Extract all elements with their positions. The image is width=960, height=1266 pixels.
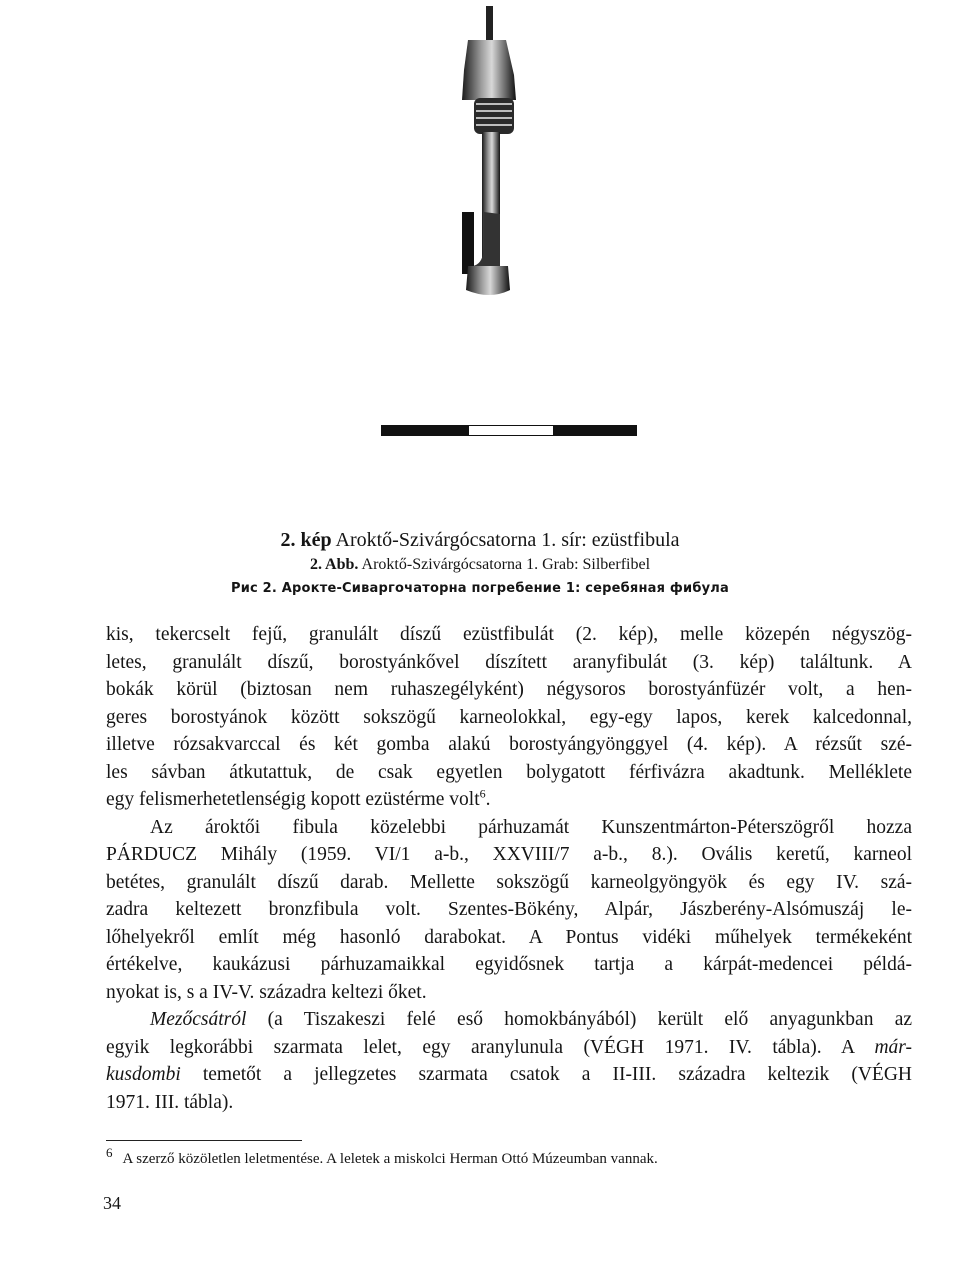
scale-bar	[381, 425, 637, 436]
body-text	[106, 621, 912, 1116]
body-line: kis, tekercselt fejű, granulált díszű ezüstfibulát (2. kép), melle közepén négyszög-	[106, 624, 912, 645]
body-line-end: .	[485, 789, 491, 810]
body-line: lőhelyekről említ még hasonló darabokat. A Pontus vidéki műhelyek termékeként	[106, 926, 912, 948]
body-line: Az ároktői fibula közelebbi párhuzamát Kunszentmárton-Péterszögről hozza	[150, 816, 912, 838]
body-line-text: egy felismerhetetlenségig kopott ezüstérme volt	[106, 789, 480, 810]
body-line	[106, 1034, 912, 1062]
fibula-terminal	[466, 266, 510, 295]
fibula-catch	[462, 212, 474, 274]
page-number: 34	[103, 1193, 121, 1213]
footnote-rule	[106, 1140, 302, 1141]
body-line: bokák körül (biztosan nem ruhaszegélyként) négysoros borostyánfüzér volt, a hen-	[106, 679, 912, 700]
body-line: PÁRDUCZ Mihály (1959. VI/1 a-b., XXVIII/7 a-b., 8.). Ovális keretű, karneol	[106, 844, 912, 865]
body-line: zadra keltezett bronzfibula volt. Szentes-Bökény, Alpár, Jászberény-Alsómuszáj le-	[106, 899, 912, 920]
fibula-top-wire	[486, 6, 493, 42]
body-line: les sávban átkutattuk, de csak egyetlen bolygatott férfivázra akadtunk. Melléklete	[106, 761, 912, 783]
caption-hu-text: Aroktő-Szivárgócsatorna 1. sír: ezüstfibula	[335, 529, 680, 551]
body-line: geres borostyánok között sokszögű karneolokkal, egy-egy lapos, kerek kalcedonnal,	[106, 706, 912, 728]
caption-hu-number: 2. kép	[280, 529, 332, 551]
caption-de-text: Aroktő-Szivárgócsatorna 1. Grab: Silberfibel	[361, 556, 651, 573]
place-name: Mezőcsátról	[150, 1009, 247, 1030]
place-name: kusdombi	[106, 1064, 181, 1085]
body-line	[106, 786, 912, 814]
body-line: 1971. III. tábla).	[106, 1091, 234, 1113]
body-line-text: temetőt a jellegzetes szarmata csatok a II-III. századra keltezik (VÉGH	[180, 1064, 912, 1085]
place-name: már-	[874, 1036, 912, 1058]
body-line-text: egyik legkorábbi szarmata lelet, egy aranylunula (VÉGH 1971. IV. tábla). A	[106, 1036, 875, 1058]
body-line: betétes, granulált díszű darab. Mellette sokszögű karneolgyöngyök és egy IV. szá-	[106, 871, 912, 893]
body-line: értékelve, kaukázusi párhuzamaikkal egyidősnek tartja a kárpát-medencei példá-	[106, 954, 912, 975]
body-line: letes, granulált díszű, borostyánkővel díszített aranyfibulát (3. kép) találtunk. A	[106, 651, 912, 673]
body-line	[106, 1061, 912, 1089]
caption-hungarian	[0, 529, 960, 552]
footnote	[106, 1145, 658, 1168]
body-line-text: (a Tiszakeszi felé eső homokbányából) került elő anyagunkban az	[246, 1009, 912, 1030]
caption-de-number: 2. Abb.	[309, 556, 359, 573]
caption-russian	[0, 580, 960, 597]
body-line: illetve rózsakvarccal és két gomba alakú borostyángyönggyel (4. kép). A rézsűt szé-	[106, 734, 912, 755]
body-line: nyokat is, s a IV-V. századra keltezi őket.	[106, 981, 427, 1003]
fibula-head	[462, 40, 516, 100]
fibula-photo	[0, 0, 960, 330]
footnote-reference[interactable]: 6	[479, 786, 486, 801]
footnote-text: A szerző közöletlen leletmentése. A leletek a miskolci Herman Ottó Múzeumban vannak.	[122, 1151, 658, 1167]
body-line	[106, 1006, 912, 1034]
caption-ru-text: Рис 2. Арокте-Сиваргочаторна погребение 1: серебяная фибула	[231, 581, 729, 596]
footnote-number: 6	[106, 1145, 113, 1160]
caption-german	[0, 556, 960, 574]
